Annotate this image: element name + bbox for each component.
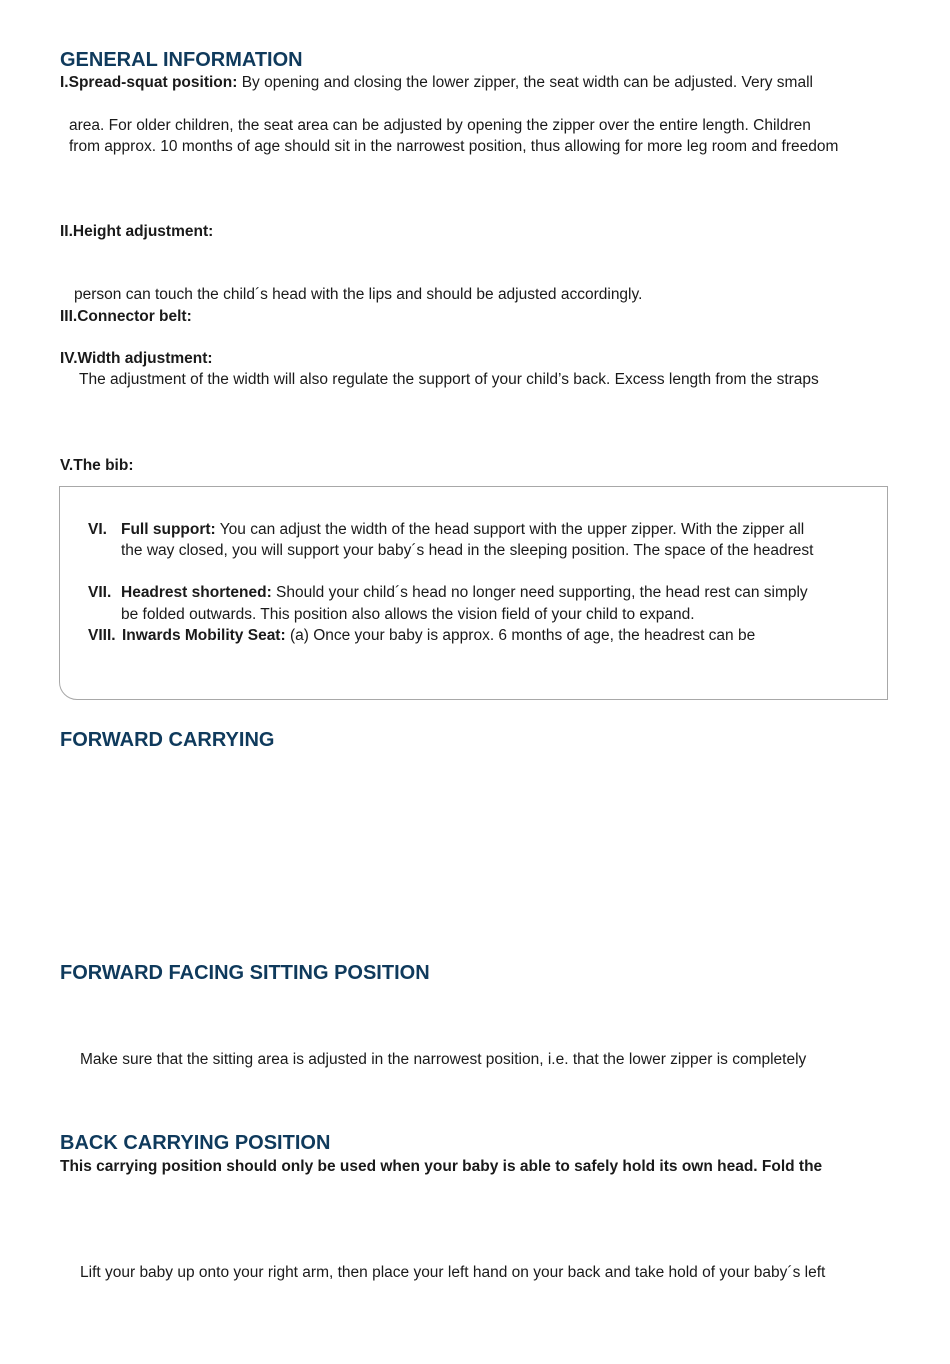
item-title-width-adjustment: IV.Width adjustment: xyxy=(60,350,213,367)
text-line: area. For older children, the seat area can be adjusted by opening the zipper over the entire length. Children xyxy=(69,117,811,134)
item-title-bib: V.The bib: xyxy=(60,457,134,474)
list-item-inwards-mobility-seat xyxy=(88,625,755,646)
list-number: VII. xyxy=(88,584,112,601)
text-line: be folded outwards. This position also allows the vision field of your child to expand. xyxy=(121,606,695,623)
item-text-headrest-shortened: Should your child´s head no longer need supporting, the head rest can simply xyxy=(271,584,808,601)
item-title-connector-belt: III.Connector belt: xyxy=(60,308,192,325)
heading-forward-carrying: FORWARD CARRYING xyxy=(60,729,275,751)
item-text-spread-squat: By opening and closing the lower zipper, the seat width can be adjusted. Very small xyxy=(237,74,813,91)
item-text-full-support: You can adjust the width of the head support with the upper zipper. With the zipper all xyxy=(215,521,805,538)
text-line: person can touch the child´s head with the lips and should be adjusted accordingly. xyxy=(74,286,643,303)
list-item-headrest-shortened xyxy=(88,582,808,603)
text-line: the way closed, you will support your baby´s head in the sleeping position. The space of the headrest xyxy=(121,542,814,559)
item-title-headrest-shortened: Headrest shortened: xyxy=(121,584,272,601)
item-title-full-support: Full support: xyxy=(121,521,216,538)
text-line-bold: This carrying position should only be used when your baby is able to safely hold its own head. Fold the xyxy=(60,1158,823,1175)
text-line: Make sure that the sitting area is adjusted in the narrowest position, i.e. that the lower zipper is completely xyxy=(80,1051,807,1068)
paragraph-spread-squat xyxy=(60,72,813,93)
list-number: VI. xyxy=(88,521,107,538)
item-title-height-adjustment: II.Height adjustment: xyxy=(60,223,214,240)
list-number: VIII. xyxy=(88,627,116,644)
item-title-spread-squat: I.Spread-squat position: xyxy=(60,74,238,91)
text-line: The adjustment of the width will also regulate the support of your child’s back. Excess length from the straps xyxy=(79,371,819,388)
item-text-inwards-mobility-seat: (a) Once your baby is approx. 6 months of age, the headrest can be xyxy=(285,627,756,644)
heading-back-carrying-position: BACK CARRYING POSITION xyxy=(60,1132,331,1154)
text-line: from approx. 10 months of age should sit in the narrowest position, thus allowing for more leg room and freedom xyxy=(69,138,839,155)
heading-forward-facing-sitting-position: FORWARD FACING SITTING POSITION xyxy=(60,962,430,984)
list-item-full-support xyxy=(88,519,804,540)
text-line: Lift your baby up onto your right arm, then place your left hand on your back and take hold of your baby´s left xyxy=(80,1264,826,1281)
heading-general-information: GENERAL INFORMATION xyxy=(60,49,303,71)
item-title-inwards-mobility-seat: Inwards Mobility Seat: xyxy=(122,627,286,644)
